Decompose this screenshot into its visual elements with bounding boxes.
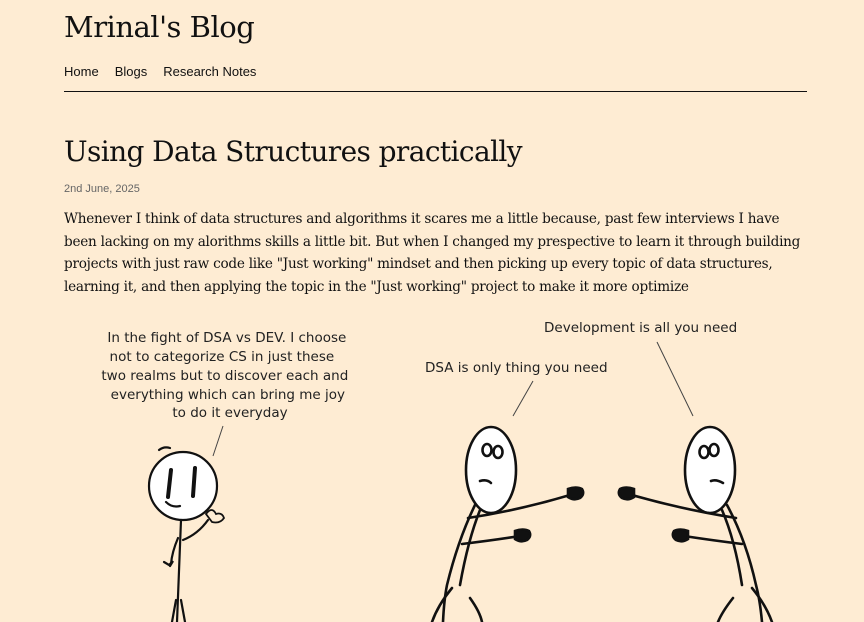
nav-research-notes-link[interactable]: Research Notes <box>163 64 257 79</box>
dev-caption: Development is all you need <box>544 320 738 336</box>
stick-figure-illustration <box>0 300 864 622</box>
header-divider <box>64 91 807 92</box>
post-date: 2nd June, 2025 <box>64 183 140 195</box>
dev-stick-figure <box>619 427 772 622</box>
dev-caption-pointer <box>657 342 693 416</box>
left-caption-line-1: In the fight of DSA vs DEV. I choose <box>107 330 347 346</box>
left-caption <box>101 330 352 421</box>
site-title[interactable]: Mrinal's Blog <box>64 10 255 44</box>
post-body: Whenever I think of data structures and algorithms it scares me a little because, past few interviews I have been lacking on my alorithms skills a little bit. But when I changed my prespective to learn it through building projects with just raw code like "Just working" mindset and then picking up every topic of data structures, learning it, and then applying the topic in the "Just working" project to make it more optimize <box>64 211 801 295</box>
dsa-caption: DSA is only thing you need <box>425 360 608 376</box>
nav-home-link[interactable]: Home <box>64 64 99 79</box>
dsa-caption-pointer <box>513 381 533 416</box>
main-nav <box>64 64 256 79</box>
nav-blogs-link[interactable]: Blogs <box>114 64 148 79</box>
dsa-stick-figure <box>432 427 583 622</box>
thinker-stick-figure <box>149 447 224 622</box>
left-caption-pointer <box>213 426 223 456</box>
left-caption-line-2: not to categorize CS in just these <box>109 349 335 365</box>
left-caption-line-5: to do it everyday <box>172 405 288 421</box>
post-title: Using Data Structures practically <box>64 135 523 168</box>
left-caption-line-3: two realms but to discover each and <box>101 368 349 384</box>
left-caption-line-4: everything which can bring me joy <box>110 387 346 403</box>
